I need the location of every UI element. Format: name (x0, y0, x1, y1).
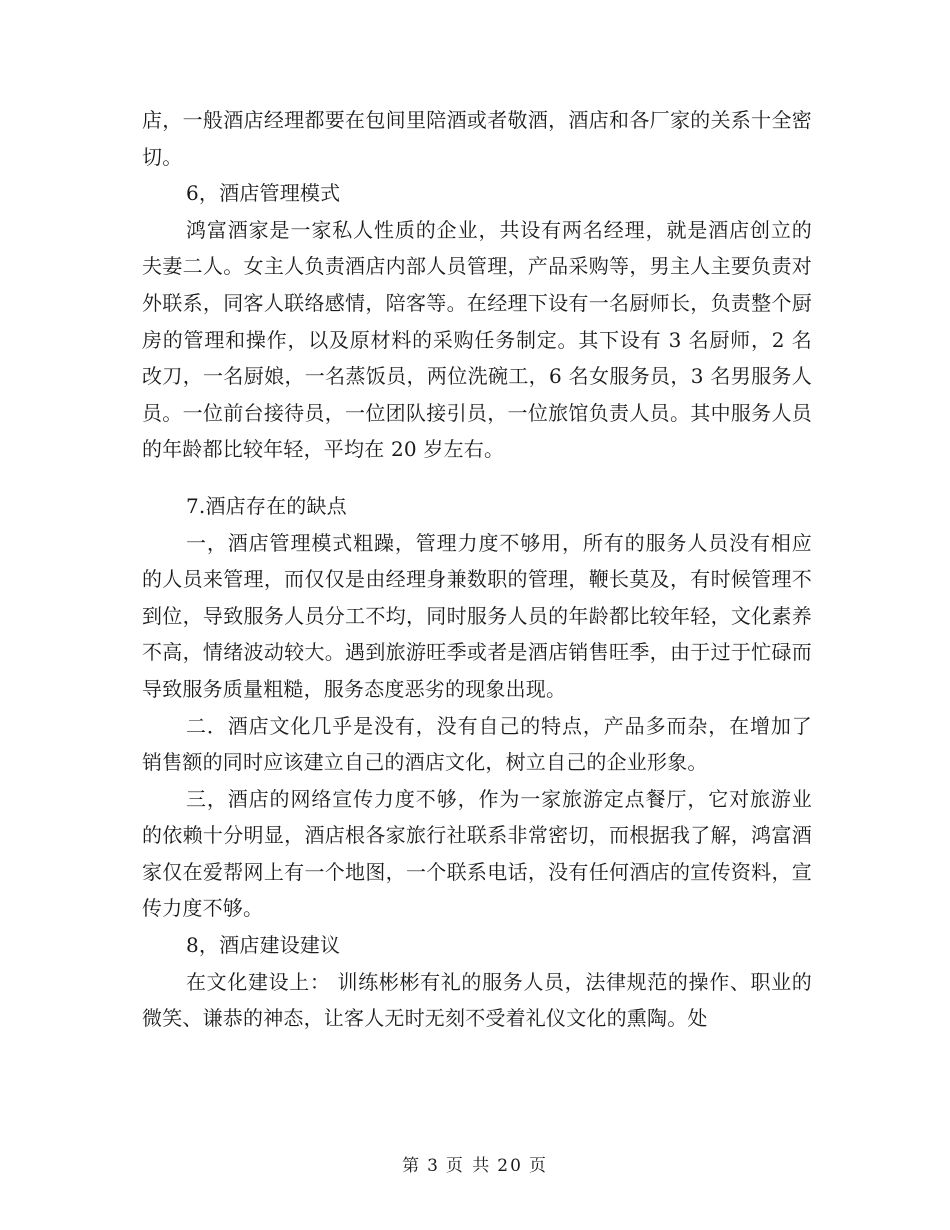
paragraph-shortcoming-one: 一，酒店管理模式粗躁，管理力度不够用，所有的服务人员没有相应的人员来管理，而仅仅是由经理身兼数职的管理，鞭长莫及，有时候管理不到位，导致服务人员分工不均，同时服务人员的年龄都比较年轻，文化素养不高，情绪波动较大。遇到旅游旺季或者是酒店销售旺季，由于过于忙碌而导致服务质量粗糙，服务态度恶劣的现象出现。 (142, 530, 812, 701)
paragraph-culture-suggestion: 在文化建设上： 训练彬彬有礼的服务人员，法律规范的操作、职业的微笑、谦恭的神态，让客人无时无刻不受着礼仪文化的熏陶。处 (142, 969, 812, 1031)
footer-total-pages: 20 (497, 1156, 523, 1176)
paragraph-shortcoming-two: 二．酒店文化几乎是没有，没有自己的特点，产品多而杂，在增加了销售额的同时应该建立自己的酒店文化，树立自己的企业形象。 (142, 713, 812, 775)
page-footer (0, 1151, 950, 1176)
footer-prefix: 第 (402, 1156, 422, 1176)
footer-middle: 页 共 (445, 1156, 492, 1176)
section-heading-management-mode: 6，酒店管理模式 (186, 181, 341, 206)
paragraph-continuation: 店，一般酒店经理都要在包间里陪酒或者敬酒，酒店和各厂家的关系十全密切。 (142, 108, 812, 169)
paragraph-management-structure: 鸿富酒家是一家私人性质的企业，共设有两名经理，就是酒店创立的夫妻二人。女主人负责酒店内部人员管理，产品采购等，男主人主要负责对外联系，同客人联络感情，陪客等。在经理下设有一名厨师长，负责整个厨房的管理和操作，以及原材料的采购任务制定。其下设有 3 名厨师，2 名改刀，一名厨娘，一名蒸饭员，两位洗碗工，6 名女服务员，3 名男服务人员。一位前台接待员，一位团队接引员，一位旅馆负责人员。其中服务人员的年龄都比较年轻，平均在 20 岁左右。 (142, 217, 812, 462)
paragraph-shortcoming-three: 三，酒店的网络宣传力度不够，作为一家旅游定点餐厅，它对旅游业的依赖十分明显，酒店根各家旅行社联系非常密切，而根据我了解，鸿富酒家仅在爱帮网上有一个地图，一个联系电话，没有任何酒店的宣传资料，宣传力度不够。 (142, 786, 812, 921)
section-heading-shortcomings: 7.酒店存在的缺点 (186, 493, 347, 518)
footer-suffix: 页 (528, 1156, 548, 1176)
footer-current-page: 3 (427, 1156, 440, 1176)
paragraph-gap (142, 468, 812, 488)
section-heading-suggestions: 8，酒店建设建议 (186, 933, 341, 958)
document-body (142, 102, 812, 1037)
